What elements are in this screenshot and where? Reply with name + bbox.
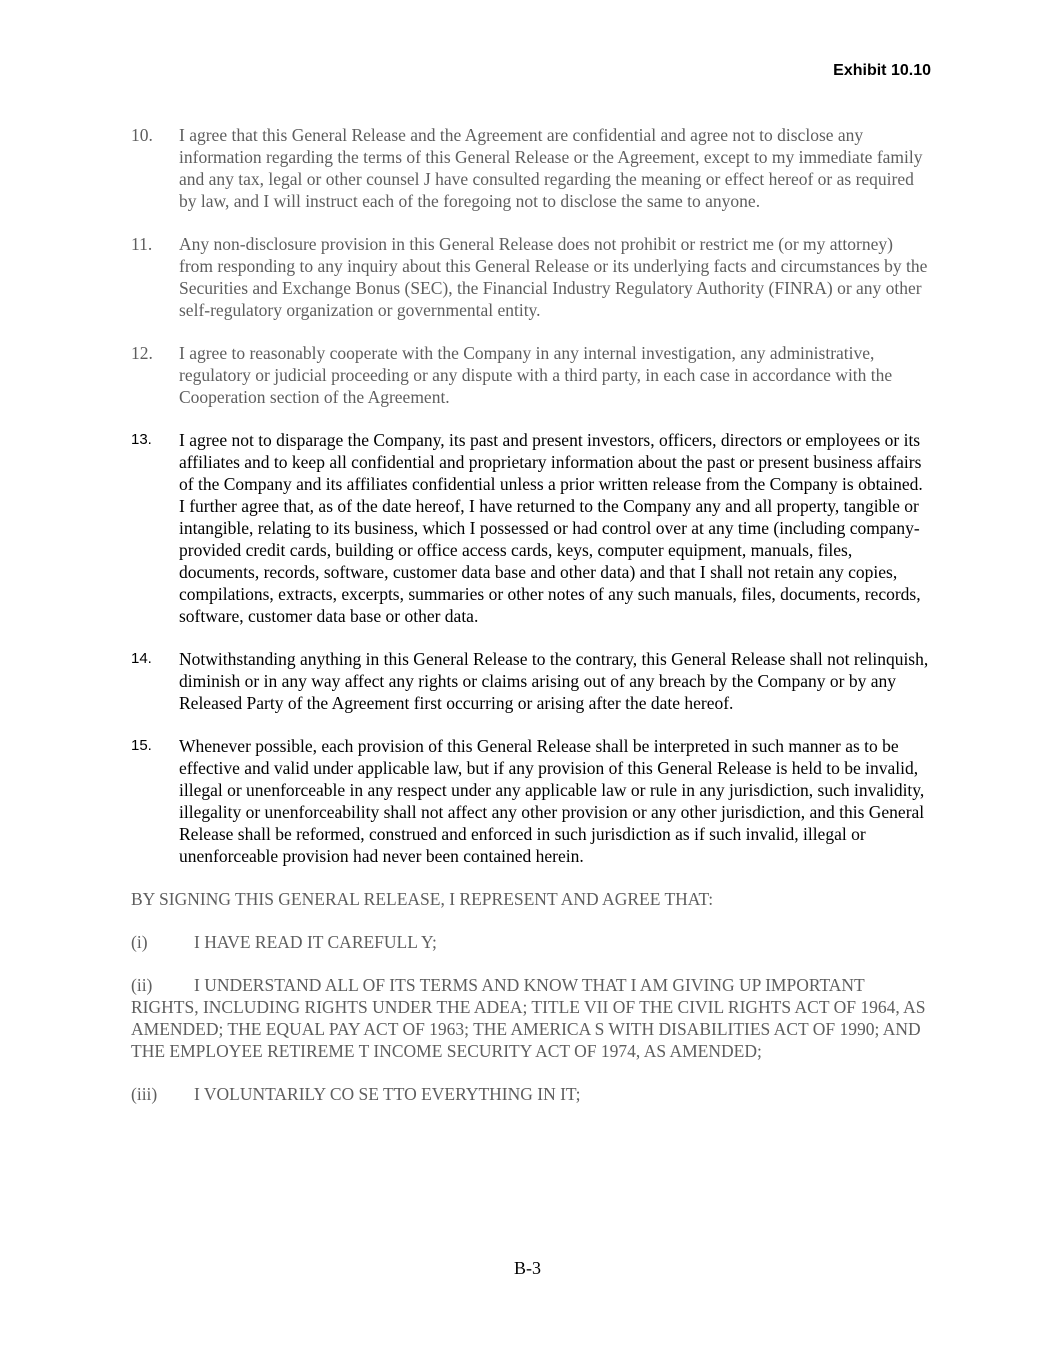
- clause-text: I agree to reasonably cooperate with the Company in any internal investigation, any administrative, regulatory or judicial proceeding or any dispute with a third party, in each case in accordance with the Cooperation section of the Agreement.: [179, 343, 893, 407]
- clause-text: I agree not to disparage the Company, its past and present investors, officers, directors or employees or its affiliates and to keep all confidential and proprietary information about the past or present business affairs of the Company and its affiliates confidential unless a prior written release from the Company is obtained. I further agree that, as of the date hereof, I have returned to the Company any and all property, tangible or intangible, relating to its business, which I possessed or had control over at any time (including company-provided credit cards, building or office access cards, keys, computer equipment, manuals, files, documents, records, software, customer data base and other data) and that I shall not retain any copies, compilations, extracts, excerpts, summaries or other notes of any such manuals, files, documents, records, software, customer data base or other data.: [179, 430, 923, 626]
- clause-text: I UNDERSTAND ALL OF ITS TERMS AND KNOW THAT I AM GIVING UP IMPORTANT RIGHTS, INCLUDING RIGHTS UNDER THE ADEA; TITLE VII OF THE CIVIL RIGHTS ACT OF 1964, AS AMENDED; THE EQUAL PAY ACT OF 1963; THE AMERICA S WITH DISABILITIES ACT OF 1990; AND THE EMPLOYEE RETIREME T INCOME SECURITY ACT OF 1974, AS AMENDED;: [131, 975, 926, 1061]
- clause-number: 13.: [131, 431, 152, 448]
- clause-15: [131, 735, 931, 867]
- acknowledgement-clause-ii: [131, 974, 931, 1062]
- clause-text: I VOLUNTARILY CO SE TTO EVERYTHING IN IT;: [194, 1084, 581, 1104]
- clause-label: (iii): [131, 1084, 158, 1104]
- clause-text: Notwithstanding anything in this General Release to the contrary, this General Release shall not relinquish, diminish or in any way affect any rights or claims arising out of any breach by the Company or by any Released Party of the Agreement first occurring or arising after the date hereof.: [179, 649, 929, 713]
- clause-11: [131, 233, 931, 321]
- clause-text: I agree that this General Release and the Agreement are confidential and agree not to disclose any information regarding the terms of this General Release or the Agreement, except to my immediate family and any tax, legal or other counsel J have consulted regarding the meaning or effect hereof or as required by law, and I will instruct each of the foregoing not to disclose the same to anyone.: [179, 125, 923, 211]
- acknowledgement-clause-i: [131, 931, 931, 953]
- clause-10: [131, 124, 931, 212]
- clause-14: [131, 648, 931, 714]
- clause-label: (i): [131, 932, 148, 952]
- document-body: [131, 124, 931, 1126]
- clause-text: I HAVE READ IT CAREFULL Y;: [194, 932, 437, 952]
- acknowledgement-clause-iii: [131, 1083, 931, 1105]
- clause-number: 15.: [131, 737, 152, 754]
- clause-label: (ii): [131, 975, 153, 995]
- clause-12: [131, 342, 931, 408]
- exhibit-label: Exhibit 10.10: [833, 62, 931, 79]
- clause-number: 10.: [131, 125, 153, 145]
- page-number: B-3: [514, 1258, 541, 1278]
- clause-text: Whenever possible, each provision of this General Release shall be interpreted in such manner as to be effective and valid under applicable law, but if any provision of this General Release is held to be invalid, illegal or unenforceable in any respect under any applicable law or rule in any jurisdiction, such invalidity, illegality or unenforceability shall not affect any other provision or any other jurisdiction, and this General Release shall be reformed, construed and enforced in such jurisdiction as if such invalid, illegal or unenforceable provision had never been contained herein.: [179, 736, 925, 866]
- clause-number: 12.: [131, 343, 153, 363]
- clause-text: Any non-disclosure provision in this General Release does not prohibit or restrict me (or my attorney) from responding to any inquiry about this General Release or its underlying facts and circumstances by the Securities and Exchange Bonus (SEC), the Financial Industry Regulatory Authority (FINRA) or any other self-regulatory organization or governmental entity.: [179, 234, 928, 320]
- clause-13: [131, 429, 931, 627]
- acknowledgement-intro: BY SIGNING THIS GENERAL RELEASE, I REPRESENT AND AGREE THAT:: [131, 889, 714, 909]
- clause-number: 14.: [131, 650, 152, 667]
- clause-number: 11.: [131, 234, 153, 254]
